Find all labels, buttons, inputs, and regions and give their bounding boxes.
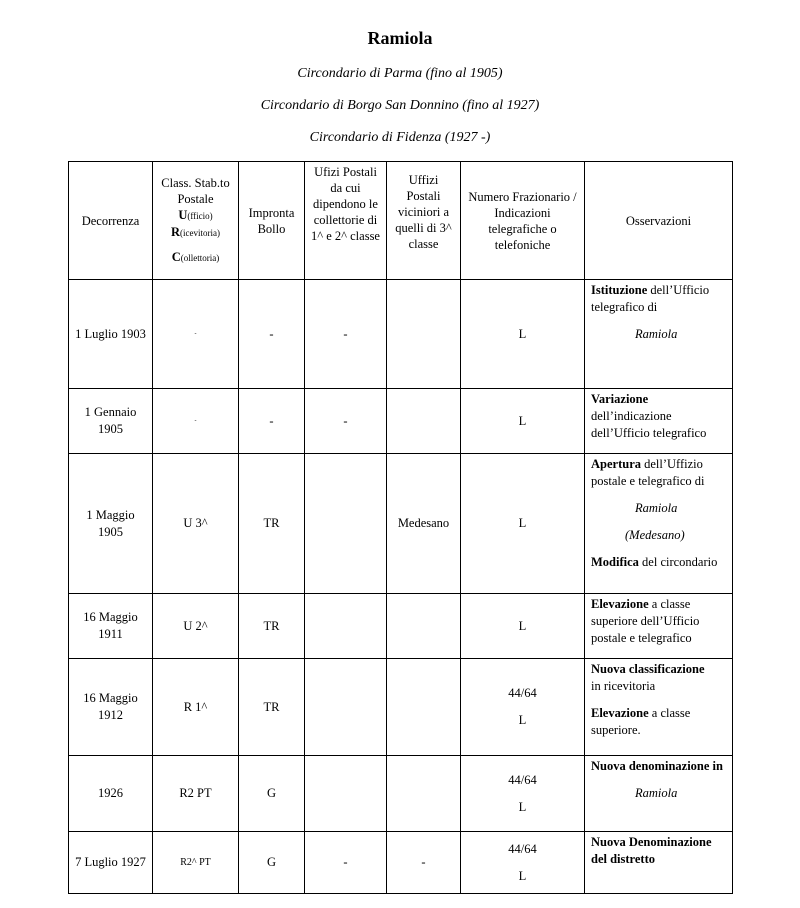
obs-bold: Nuova denominazione in (591, 759, 723, 773)
cell-date: 16 Maggio 1911 (69, 594, 153, 659)
header-numero: Numero Frazionario / Indicazioni telegrafiche o telefoniche (461, 162, 585, 280)
cell-numero: L (461, 389, 585, 454)
cell-date: 1 Gennaio 1905 (69, 389, 153, 454)
obs-text: in ricevitoria (591, 679, 656, 693)
table-row (69, 280, 733, 389)
header-class-u-rest: (fficio) (187, 211, 213, 221)
header-impronta: Impronta Bollo (239, 162, 305, 280)
cell-class: R2^ PT (153, 832, 239, 894)
cell-class: - (153, 280, 239, 389)
obs-place-detail: (Medesano) (625, 528, 685, 542)
cell-impronta: - (239, 280, 305, 389)
obs-bold: Apertura (591, 457, 641, 471)
cell-viciniori (387, 659, 461, 756)
header-osservazioni: Osservazioni (585, 162, 733, 280)
cell-observations (585, 659, 733, 756)
cell-dipendono (305, 659, 387, 756)
obs-bold: Nuova classificazione (591, 662, 705, 676)
subtitle-parma: Circondario di Parma (fino al 1905) (297, 66, 503, 81)
cell-viciniori: - (387, 832, 461, 894)
cell-dipendono: - (305, 389, 387, 454)
cell-viciniori (387, 389, 461, 454)
cell-date: 1 Luglio 1903 (69, 280, 153, 389)
cell-viciniori (387, 756, 461, 832)
cell-date: 7 Luglio 1927 (69, 832, 153, 894)
obs-place: Ramiola (635, 786, 678, 800)
cell-impronta: G (239, 832, 305, 894)
header-class-r-rest: (icevitoria) (180, 228, 220, 238)
cell-impronta: - (239, 389, 305, 454)
cell-observations (585, 832, 733, 894)
cell-viciniori: Medesano (387, 454, 461, 594)
cell-date: 1926 (69, 756, 153, 832)
table-row (69, 389, 733, 454)
header-class-u: U (178, 208, 188, 222)
cell-dipendono (305, 756, 387, 832)
obs-text-2: del circondario (638, 555, 718, 569)
header-class-r: R (170, 225, 181, 239)
cell-observations (585, 280, 733, 389)
cell-numero (461, 832, 585, 894)
subtitle-fidenza: Circondario di Fidenza (1927 -) (309, 130, 491, 145)
header-class-c-rest: (ollettoria) (180, 253, 220, 263)
cell-impronta: TR (239, 454, 305, 594)
cell-numero (461, 659, 585, 756)
obs-text: dell’Ufficio telegrafico di (591, 283, 710, 314)
cell-numero-code: 44/64 (508, 841, 537, 856)
cell-numero-telegraph: L (518, 713, 527, 727)
table-row (69, 832, 733, 894)
cell-numero: L (461, 594, 585, 659)
obs-bold: Nuova Denominazione del distretto (591, 835, 712, 866)
cell-class: R 1^ (153, 659, 239, 756)
obs-bold: Istituzione (591, 283, 648, 297)
cell-numero (461, 756, 585, 832)
cell-numero-code: 44/64 (508, 686, 537, 700)
obs-bold: Elevazione (591, 597, 649, 611)
cell-observations (585, 389, 733, 454)
header-decorrenza: Decorrenza (69, 162, 153, 280)
cell-numero-telegraph: L (518, 868, 527, 883)
cell-dipendono: - (305, 832, 387, 894)
document-title: Ramiola (367, 28, 433, 48)
obs-place: Ramiola (635, 327, 678, 341)
header-class-c: C (171, 250, 181, 264)
table-row (69, 659, 733, 756)
cell-observations (585, 454, 733, 594)
table-row (69, 756, 733, 832)
cell-impronta: TR (239, 659, 305, 756)
cell-dipendono (305, 454, 387, 594)
cell-viciniori (387, 594, 461, 659)
obs-bold: Variazione (591, 392, 649, 406)
header-class (153, 162, 239, 280)
cell-date: 16 Maggio 1912 (69, 659, 153, 756)
cell-class: R2 PT (153, 756, 239, 832)
cell-dipendono: - (305, 280, 387, 389)
obs-bold-2: Modifica (591, 555, 639, 569)
post-office-history-table (68, 161, 733, 894)
obs-place: Ramiola (635, 501, 678, 515)
obs-text: a classe superiore dell’Ufficio postale e telegrafico (591, 597, 700, 645)
header-uffizi-viciniori: Uffizi Postali viciniori a quelli di 3^ classe (387, 162, 461, 280)
cell-class: U 3^ (153, 454, 239, 594)
cell-dipendono (305, 594, 387, 659)
header-class-line1: Class. Stab.to (161, 176, 230, 190)
header-class-line2: Postale (177, 192, 214, 206)
cell-observations (585, 594, 733, 659)
table-row (69, 454, 733, 594)
cell-class: U 2^ (153, 594, 239, 659)
cell-date: 1 Maggio 1905 (69, 454, 153, 594)
cell-numero: L (461, 454, 585, 594)
obs-bold-2: Elevazione (591, 706, 649, 720)
obs-text-2: a classe superiore. (591, 706, 691, 737)
obs-text: dell’Uffizio postale e telegrafico di (591, 457, 705, 488)
cell-impronta: G (239, 756, 305, 832)
cell-numero-code: 44/64 (508, 772, 537, 787)
cell-class: - (153, 389, 239, 454)
cell-observations (585, 756, 733, 832)
subtitle-borgo-san-donnino: Circondario di Borgo San Donnino (fino al 1927) (260, 98, 540, 113)
obs-text: dell’indicazione dell’Ufficio telegrafico (591, 409, 707, 440)
header-row (69, 162, 733, 280)
cell-numero: L (461, 280, 585, 389)
table-row (69, 594, 733, 659)
header-uffizi-dipendono: Ufizi Postali da cui dipendono le collettorie di 1^ e 2^ classe (305, 162, 387, 280)
cell-viciniori (387, 280, 461, 389)
cell-numero-telegraph: L (518, 799, 527, 814)
cell-impronta: TR (239, 594, 305, 659)
